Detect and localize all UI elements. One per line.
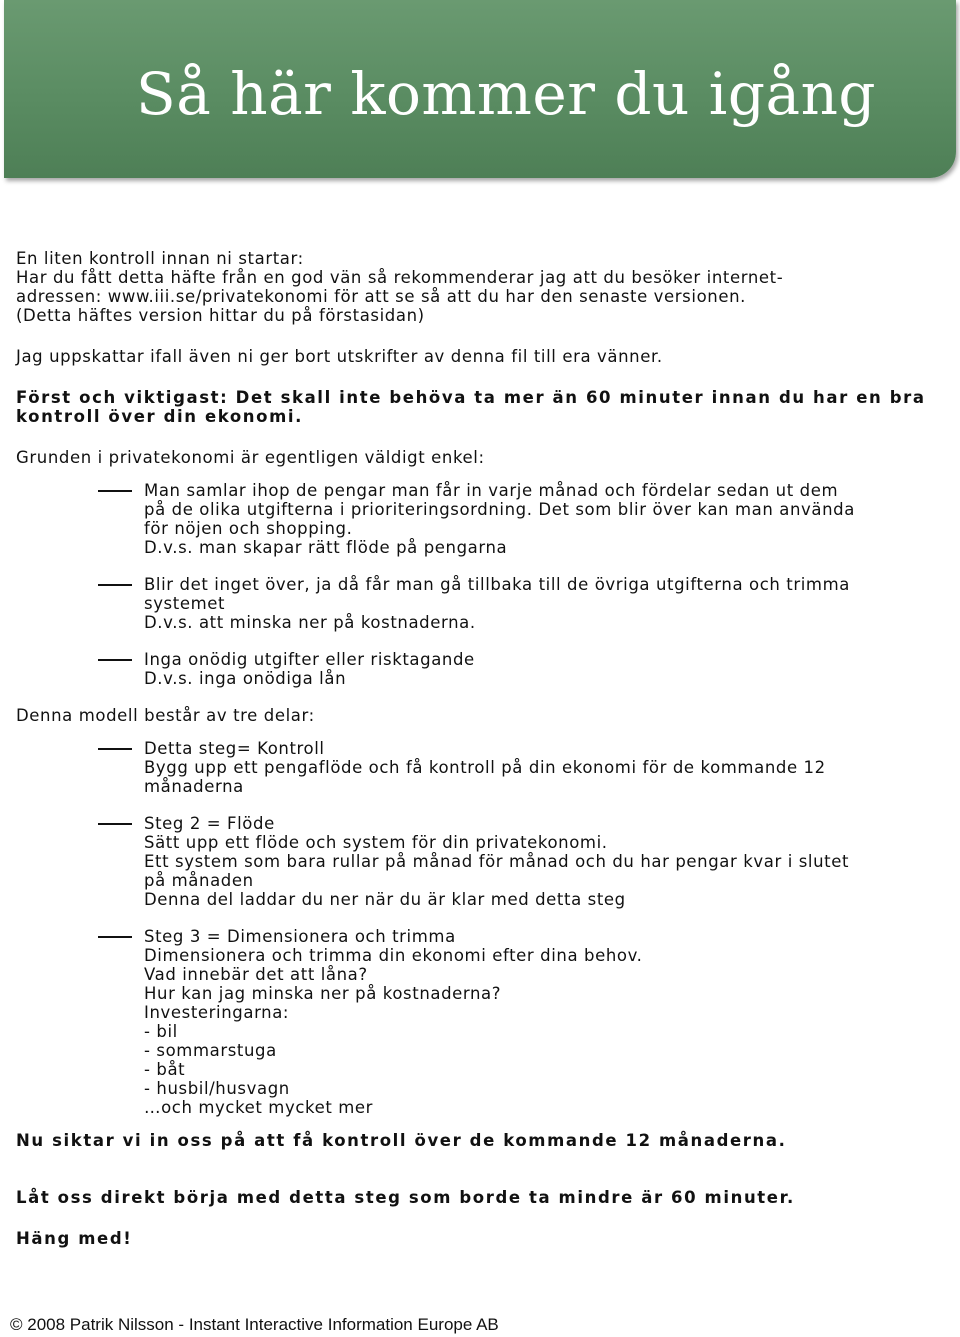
- list-item: [16, 739, 946, 796]
- title-banner: [4, 0, 956, 178]
- list-item-text: Inga onödig utgifter eller risktagande D.v.s. inga onödiga lån: [144, 650, 475, 688]
- model-intro: Denna modell består av tre delar:: [16, 706, 315, 725]
- steps-list: [16, 739, 946, 1117]
- page-title: Så här kommer du igång: [136, 60, 877, 128]
- dash-bullet: [98, 936, 132, 938]
- document-body: [16, 249, 946, 1248]
- list-item-text: Blir det inget över, ja då får man gå tillbaka till de övriga utgifterna och trimma systemet D.v.s. att minska ner på kostnaderna.: [144, 575, 850, 632]
- basics-list: [16, 481, 946, 688]
- dash-bullet: [98, 490, 132, 492]
- dash-bullet: [98, 823, 132, 825]
- list-item: [16, 927, 946, 1117]
- step-text: Detta steg= Kontroll Bygg upp ett pengaflöde och få kontroll på din ekonomi för de kommande 12 månaderna: [144, 739, 826, 796]
- copyright-footer: © 2008 Patrik Nilsson - Instant Interactive Information Europe AB: [10, 1315, 499, 1334]
- list-item: [16, 650, 946, 688]
- list-item: [16, 814, 946, 909]
- intro-paragraph: En liten kontroll innan ni startar: Har du fått detta häfte från en god vän så rekommenderar jag att du besöker internet- adressen: www.iii.se/privatekonomi för att se så att du har den senaste versionen. (Detta häftes version hittar du på förstasidan): [16, 249, 784, 325]
- dash-bullet: [98, 659, 132, 661]
- important-notice: Först och viktigast: Det skall inte behöva ta mer än 60 minuter innan du har en bra kontroll över din ekonomi.: [16, 388, 926, 426]
- list-item-text: Man samlar ihop de pengar man får in varje månad och fördelar sedan ut dem på de olika utgifterna i prioriteringsordning. Det som blir över kan man använda för nöjen och shopping. D.v.s. man skapar rätt flöde på pengarna: [144, 481, 855, 557]
- list-item: [16, 575, 946, 632]
- closing-statement: Låt oss direkt börja med detta steg som borde ta mindre är 60 minuter.: [16, 1188, 795, 1207]
- closing-statement: Häng med!: [16, 1229, 133, 1248]
- list-item: [16, 481, 946, 557]
- share-paragraph: Jag uppskattar ifall även ni ger bort utskrifter av denna fil till era vänner.: [16, 347, 663, 366]
- step-text: Steg 2 = Flöde Sätt upp ett flöde och system för din privatekonomi. Ett system som bara rullar på månad för månad och du har pengar kvar i slutet på månaden Denna del laddar du ner när du är klar med detta steg: [144, 814, 850, 909]
- dash-bullet: [98, 584, 132, 586]
- closing-statement: Nu siktar vi in oss på att få kontroll över de kommande 12 månaderna.: [16, 1131, 787, 1150]
- dash-bullet: [98, 748, 132, 750]
- step-text: Steg 3 = Dimensionera och trimma Dimensionera och trimma din ekonomi efter dina behov. Vad innebär det att låna? Hur kan jag minska ner på kostnaderna? Investeringarna: - bil - sommarstuga - båt - husbil/husvagn …och mycket mycket mer: [144, 927, 643, 1117]
- basics-intro: Grunden i privatekonomi är egentligen väldigt enkel:: [16, 448, 485, 467]
